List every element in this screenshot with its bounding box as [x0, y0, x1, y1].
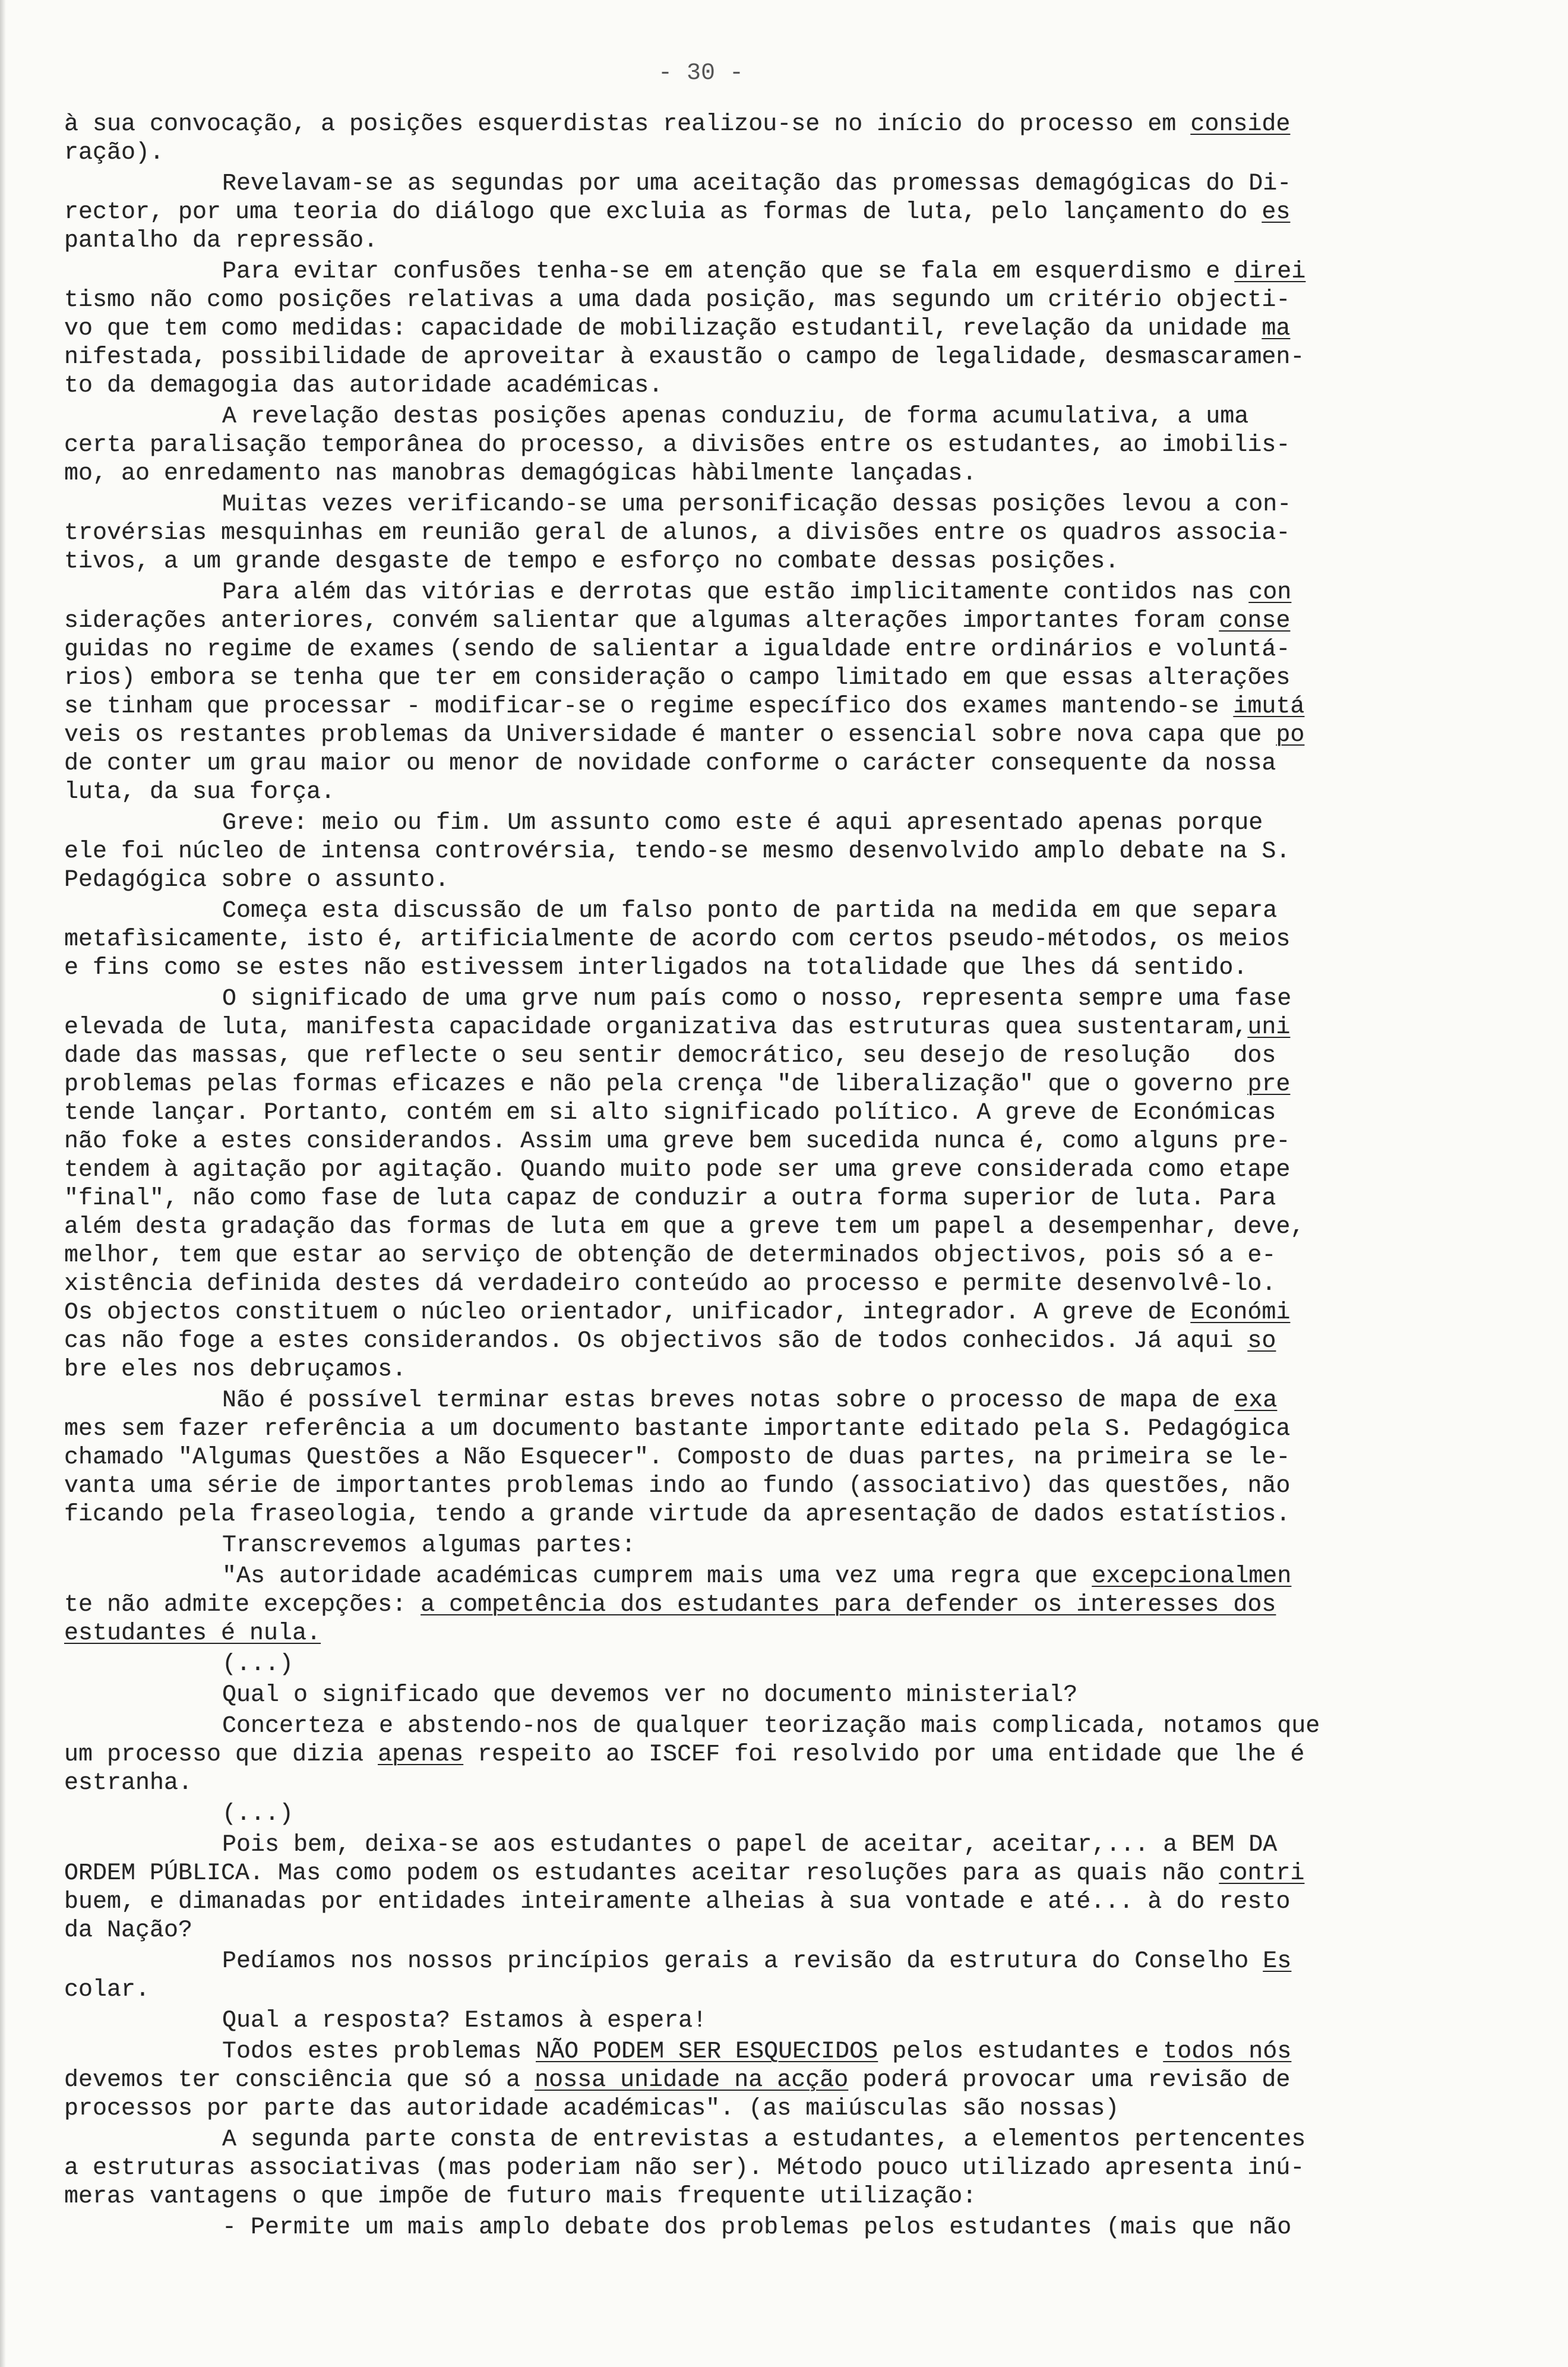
- text-line: [64, 1185, 1501, 1213]
- paragraph: [64, 1948, 1501, 2005]
- text-segment: ração).: [64, 140, 165, 166]
- scan-edge: [0, 0, 6, 2367]
- underlined-text: todos nós: [1163, 2038, 1292, 2065]
- text-line: [64, 1620, 1501, 1648]
- text-line: [64, 1242, 1501, 1270]
- text-line: [64, 1917, 1501, 1945]
- text-segment: e fins como se estes não estivessem interligados na totalidade que lhes dá sentido.: [64, 955, 1248, 981]
- underlined-text: conside: [1190, 111, 1291, 138]
- text-segment: mes sem fazer referência a um documento bastante importante editado pela S. Pedagógica: [64, 1416, 1291, 1443]
- underlined-text: pre: [1247, 1071, 1291, 1098]
- underlined-text: nossa unidade na acção: [535, 2067, 849, 2094]
- text-segment: não foke a estes considerandos. Assim uma greve bem sucedida nunca é, como alguns pre-: [64, 1128, 1291, 1155]
- text-line: [64, 2214, 1501, 2242]
- text-line: [64, 1356, 1501, 1384]
- text-segment: A revelação destas posições apenas conduziu, de forma acumulativa, a uma: [222, 403, 1249, 430]
- text-line: [64, 809, 1501, 838]
- text-segment: Transcrevemos algumas partes:: [222, 1532, 636, 1559]
- text-segment: Começa esta discussão de um falso ponto de partida na medida em que separa: [222, 898, 1278, 924]
- text-segment: certa paralisação temporânea do processo, a divisões entre os estudantes, ao imobilis-: [64, 432, 1291, 459]
- underlined-text: estudantes é nula.: [64, 1620, 321, 1647]
- text-line: [64, 838, 1501, 866]
- text-line: [64, 985, 1501, 1014]
- text-line: [64, 1948, 1501, 1976]
- underlined-text: exa: [1234, 1387, 1278, 1414]
- text-line: [64, 1800, 1501, 1829]
- text-segment: (...): [222, 1801, 294, 1828]
- text-segment: trovérsias mesquinhas em reunião geral de alunos, a divisões entre os quadros associa-: [64, 520, 1291, 547]
- document-body: [64, 111, 1501, 2242]
- text-segment: vanta uma série de importantes problemas indo ao fundo (associativo) das questões, não: [64, 1473, 1291, 1500]
- text-segment: pelos estudantes e: [878, 2038, 1164, 2065]
- text-segment: ele foi núcleo de intensa controvérsia, tendo-se mesmo desenvolvido amplo debate na S.: [64, 838, 1291, 865]
- underlined-text: apenas: [378, 1741, 464, 1768]
- underlined-text: po: [1276, 722, 1305, 749]
- text-line: [64, 693, 1501, 721]
- text-line: [64, 1888, 1501, 1917]
- text-segment: poderá provocar uma revisão de: [848, 2067, 1291, 2094]
- paragraph: [64, 809, 1501, 895]
- text-line: [64, 1387, 1501, 1415]
- paragraph: [64, 491, 1501, 576]
- paragraph: [64, 1681, 1501, 1710]
- text-segment: A segunda parte consta de entrevistas a estudantes, a elementos pertencentes: [222, 2126, 1306, 2153]
- text-segment: problemas pelas formas eficazes e não pela crença "de liberalização" que o governo: [64, 1071, 1248, 1098]
- text-line: [64, 954, 1501, 983]
- underlined-text: uni: [1247, 1014, 1291, 1041]
- text-line: [64, 2038, 1501, 2066]
- text-line: [64, 548, 1501, 576]
- underlined-text: es: [1262, 199, 1291, 226]
- text-segment: a estruturas associativas (mas poderiam não ser). Método pouco utilizado apresenta inú-: [64, 2155, 1305, 2182]
- text-segment: tendem à agitação por agitação. Quando muito pode ser uma greve considerada como etape: [64, 1157, 1291, 1184]
- paragraph: [64, 1563, 1501, 1648]
- text-segment: estranha.: [64, 1770, 193, 1797]
- text-segment: Não é possível terminar estas breves notas sobre o processo de mapa de: [222, 1387, 1235, 1414]
- paragraph: [64, 403, 1501, 488]
- text-line: [64, 2066, 1501, 2095]
- paragraph: [64, 2214, 1501, 2242]
- text-line: [64, 1213, 1501, 1242]
- text-segment: veis os restantes problemas da Universidade é manter o essencial sobre nova capa que: [64, 722, 1276, 749]
- page-number: - 30 -: [658, 60, 744, 87]
- underlined-text: so: [1247, 1328, 1276, 1355]
- text-segment: processos por parte das autoridade académicas". (as maiúsculas são nossas): [64, 2095, 1120, 2122]
- text-segment: luta, da sua força.: [64, 779, 336, 806]
- text-line: [64, 1299, 1501, 1327]
- text-segment: da Nação?: [64, 1917, 193, 1944]
- text-line: [64, 1741, 1501, 1769]
- text-segment: nifestada, possibilidade de aproveitar à exaustão o campo de legalidade, desmascaramen-: [64, 344, 1305, 371]
- paragraph: [64, 2007, 1501, 2035]
- text-line: [64, 1042, 1501, 1071]
- paragraph: [64, 258, 1501, 400]
- text-segment: guidas no regime de exames (sendo de salientar a igualdade entre ordinários e voluntá-: [64, 636, 1291, 663]
- text-line: [64, 1860, 1501, 1888]
- text-line: [64, 1270, 1501, 1299]
- text-segment: Os objectos constituem o núcleo orientador, unificador, integrador. A greve de: [64, 1299, 1191, 1326]
- text-segment: tismo não como posições relativas a uma dada posição, mas segundo um critério objecti-: [64, 287, 1291, 314]
- text-line: [64, 2154, 1501, 2183]
- text-segment: dade das massas, que reflecte o seu sentir democrático, seu desejo de resolução dos: [64, 1043, 1276, 1069]
- text-line: [64, 926, 1501, 954]
- underlined-text: imutá: [1233, 693, 1305, 720]
- text-line: [64, 1650, 1501, 1679]
- text-segment: bre eles nos debruçamos.: [64, 1356, 407, 1383]
- text-line: [64, 2095, 1501, 2123]
- text-segment: Para além das vitórias e derrotas que estão implicitamente contidos nas: [222, 579, 1249, 606]
- text-segment: metafìsicamente, isto é, artificialmente de acordo com certos pseudo-métodos, os meios: [64, 926, 1291, 953]
- text-segment: um processo que dizia: [64, 1741, 378, 1768]
- underlined-text: a competência dos estudantes para defender os interesses dos: [421, 1592, 1276, 1618]
- text-line: [64, 286, 1501, 315]
- text-line: [64, 1681, 1501, 1710]
- text-line: [64, 1591, 1501, 1620]
- text-segment: rios) embora se tenha que ter em consideração o campo limitado em que essas alterações: [64, 665, 1291, 692]
- text-segment: se tinham que processar - modificar-se o regime específico dos exames mantendo-se: [64, 693, 1234, 720]
- text-segment: Pedíamos nos nossos princípios gerais a revisão da estrutura do Conselho: [222, 1948, 1263, 1975]
- underlined-text: conse: [1219, 608, 1291, 635]
- paragraph: [64, 985, 1501, 1384]
- text-segment: "As autoridade académicas cumprem mais uma vez uma regra que: [222, 1563, 1092, 1590]
- text-segment: Qual o significado que devemos ver no documento ministerial?: [222, 1682, 1078, 1709]
- text-line: [64, 2126, 1501, 2154]
- text-segment: to da demagogia das autoridade académicas.: [64, 373, 663, 399]
- underlined-text: contri: [1219, 1860, 1305, 1887]
- text-segment: rector, por uma teoria do diálogo que excluia as formas de luta, pelo lançamento do: [64, 199, 1262, 226]
- text-line: [64, 315, 1501, 343]
- text-line: [64, 431, 1501, 460]
- paragraph: [64, 1387, 1501, 1529]
- text-line: [64, 1501, 1501, 1529]
- paragraph: [64, 1712, 1501, 1798]
- text-segment: Todos estes problemas: [222, 2038, 536, 2065]
- paragraph: [64, 579, 1501, 807]
- text-line: [64, 1976, 1501, 2005]
- text-segment: devemos ter consciência que só a: [64, 2067, 535, 2094]
- text-line: [64, 1327, 1501, 1356]
- text-line: [64, 170, 1501, 198]
- text-segment: Revelavam-se as segundas por uma aceitação das promessas demagógicas do Di-: [222, 171, 1292, 197]
- text-line: [64, 139, 1501, 168]
- text-line: [64, 258, 1501, 286]
- text-segment: tende lançar. Portanto, contém em si alto significado político. A greve de Económicas: [64, 1100, 1276, 1126]
- paragraph: [64, 170, 1501, 255]
- underlined-text: ma: [1262, 315, 1291, 342]
- text-line: [64, 1156, 1501, 1185]
- text-line: [64, 198, 1501, 227]
- text-segment: melhor, tem que estar ao serviço de obtenção de determinados objectivos, pois só a e-: [64, 1242, 1276, 1269]
- text-segment: além desta gradação das formas de luta em que a greve tem um papel a desempenhar, deve,: [64, 1214, 1305, 1241]
- text-segment: Pois bem, deixa-se aos estudantes o papel de aceitar, aceitar,... a BEM DA: [222, 1832, 1278, 1858]
- text-segment: "final", não como fase de luta capaz de conduzir a outra forma superior de luta. Para: [64, 1185, 1276, 1212]
- text-segment: Greve: meio ou fim. Um assunto como este é aqui apresentado apenas porque: [222, 810, 1263, 837]
- text-segment: chamado "Algumas Questões a Não Esquecer". Composto de duas partes, na primeira se le-: [64, 1444, 1291, 1471]
- text-line: [64, 372, 1501, 400]
- text-line: [64, 1712, 1501, 1741]
- text-segment: buem, e dimanadas por entidades inteiramente alheias à sua vontade e até... à do resto: [64, 1889, 1291, 1915]
- text-line: [64, 343, 1501, 372]
- text-segment: vo que tem como medidas: capacidade de mobilização estudantil, revelação da unidade: [64, 315, 1262, 342]
- text-segment: Concerteza e abstendo-nos de qualquer teorização mais complicada, notamos que: [222, 1713, 1320, 1740]
- paragraph: [64, 111, 1501, 168]
- text-line: [64, 664, 1501, 693]
- text-line: [64, 636, 1501, 664]
- text-segment: elevada de luta, manifesta capacidade organizativa das estruturas quea sustentaram,: [64, 1014, 1248, 1041]
- text-line: [64, 1532, 1501, 1560]
- paragraph: [64, 1650, 1501, 1679]
- text-segment: ORDEM PÚBLICA. Mas como podem os estudantes aceitar resoluções para as quais não: [64, 1860, 1219, 1887]
- text-line: [64, 778, 1501, 807]
- paragraph: [64, 897, 1501, 983]
- text-line: [64, 227, 1501, 255]
- paragraph: [64, 2038, 1501, 2123]
- text-segment: colar.: [64, 1977, 150, 2003]
- text-segment: ficando pela fraseologia, tendo a grande virtude da apresentação de dados estatístios.: [64, 1501, 1291, 1528]
- text-line: [64, 1014, 1501, 1042]
- text-segment: tivos, a um grande desgaste de tempo e esforço no combate dessas posições.: [64, 548, 1120, 575]
- underlined-text: NÃO PODEM SER ESQUECIDOS: [536, 2038, 878, 2065]
- text-line: [64, 721, 1501, 750]
- text-line: [64, 607, 1501, 636]
- text-line: [64, 1563, 1501, 1591]
- text-segment: - Permite um mais amplo debate dos problemas pelos estudantes (mais que não: [222, 2214, 1292, 2241]
- text-line: [64, 2007, 1501, 2035]
- text-segment: de conter um grau maior ou menor de novidade conforme o carácter consequente da nossa: [64, 750, 1276, 777]
- text-segment: te não admite excepções:: [64, 1592, 421, 1618]
- text-segment: à sua convocação, a posições esquerdistas realizou-se no início do processo em: [64, 111, 1191, 138]
- text-line: [64, 2183, 1501, 2211]
- paragraph: [64, 1800, 1501, 1829]
- text-line: [64, 1099, 1501, 1128]
- underlined-text: Es: [1263, 1948, 1292, 1975]
- text-line: [64, 579, 1501, 607]
- text-line: [64, 1128, 1501, 1156]
- text-line: [64, 460, 1501, 488]
- text-segment: Qual a resposta? Estamos à espera!: [222, 2008, 707, 2034]
- underlined-text: Económi: [1190, 1299, 1291, 1326]
- underlined-text: direi: [1234, 258, 1306, 285]
- text-line: [64, 1831, 1501, 1860]
- text-line: [64, 897, 1501, 926]
- text-segment: siderações anteriores, convém salientar que algumas alterações importantes foram: [64, 608, 1219, 635]
- text-line: [64, 111, 1501, 139]
- text-segment: Pedagógica sobre o assunto.: [64, 867, 450, 894]
- text-line: [64, 1071, 1501, 1099]
- text-line: [64, 866, 1501, 895]
- underlined-text: excepcionalmen: [1092, 1563, 1292, 1590]
- text-line: [64, 750, 1501, 778]
- paragraph: [64, 2126, 1501, 2211]
- text-line: [64, 491, 1501, 519]
- text-segment: O significado de uma grve num país como o nosso, representa sempre uma fase: [222, 986, 1292, 1012]
- paragraph: [64, 1532, 1501, 1560]
- text-segment: mo, ao enredamento nas manobras demagógicas hàbilmente lançadas.: [64, 460, 977, 487]
- text-line: [64, 519, 1501, 548]
- text-segment: Muitas vezes verificando-se uma personificação dessas posições levou a con-: [222, 491, 1292, 518]
- text-segment: (...): [222, 1651, 294, 1678]
- text-line: [64, 1444, 1501, 1472]
- paragraph: [64, 1831, 1501, 1945]
- text-line: [64, 1415, 1501, 1444]
- text-segment: respeito ao ISCEF foi resolvido por uma entidade que lhe é: [463, 1741, 1305, 1768]
- text-segment: meras vantagens o que impõe de futuro mais frequente utilização:: [64, 2183, 977, 2210]
- text-segment: cas não foge a estes considerandos. Os objectivos são de todos conhecidos. Já aqui: [64, 1328, 1248, 1355]
- text-segment: pantalho da repressão.: [64, 228, 378, 254]
- text-segment: xistência definida destes dá verdadeiro conteúdo ao processo e permite desenvolvê-lo.: [64, 1271, 1276, 1298]
- text-segment: Para evitar confusões tenha-se em atenção que se fala em esquerdismo e: [222, 258, 1235, 285]
- text-line: [64, 403, 1501, 431]
- text-line: [64, 1769, 1501, 1798]
- text-line: [64, 1472, 1501, 1501]
- underlined-text: con: [1248, 579, 1292, 606]
